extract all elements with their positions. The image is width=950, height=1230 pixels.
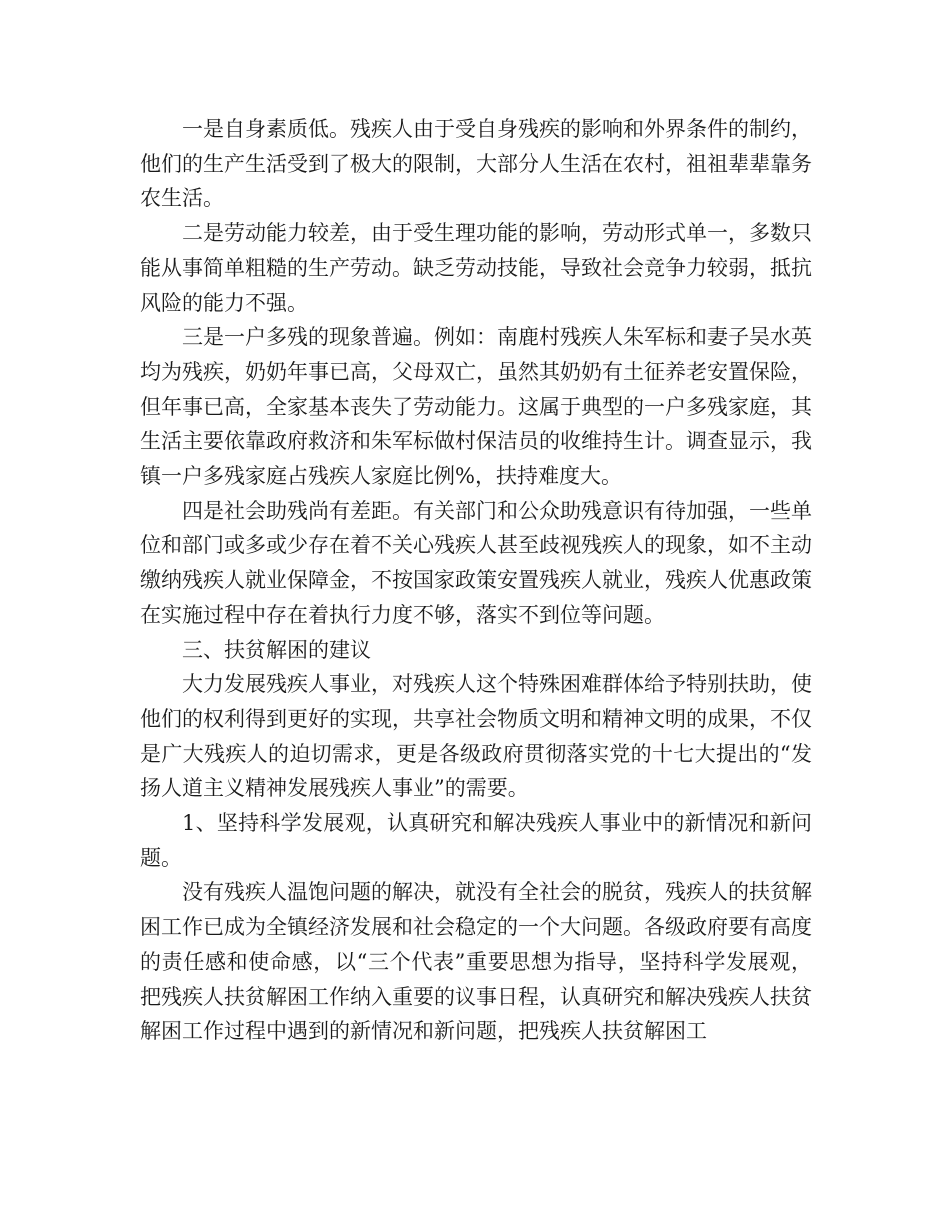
- paragraph-social-assistance-gap: 四是社会助残尚有差距。有关部门和公众助残意识有待加强，一些单位和部门或多或少存在着不关心残疾人甚至歧视残疾人的现象，如不主动缴纳残疾人就业保障金，不按国家政策安置残疾人就业，残疾人优惠政策在实施过程中存在着执行力度不够，落实不到位等问题。: [140, 498, 812, 627]
- document-body: [140, 112, 812, 1049]
- paragraph-multi-disabled-households: 三是一户多残的现象普遍。例如：南鹿村残疾人朱军标和妻子吴水英均为残疾，奶奶年事已高，父母双亡，虽然其奶奶有土征养老安置保险，但年事已高，全家基本丧失了劳动能力。这属于典型的一户多残家庭，其生活主要依靠政府救济和朱军标做村保洁员的收维持生计。调查显示，我镇一户多残家庭占残疾人家庭比例%，扶持难度大。: [140, 325, 812, 489]
- section-heading-suggestions: 三、扶贫解困的建议: [182, 637, 371, 662]
- paragraph-develop-disability-cause: 大力发展残疾人事业，对残疾人这个特殊困难群体给予特别扶助，使他们的权利得到更好的实现，共享社会物质文明和精神文明的成果，不仅是广大残疾人的迫切需求，更是各级政府贯彻落实党的十七大提出的“发扬人道主义精神发展残疾人事业”的需要。: [140, 672, 812, 801]
- paragraph-poverty-relief-work: 没有残疾人温饱问题的解决，就没有全社会的脱贫，残疾人的扶贫解困工作已成为全镇经济发展和社会稳定的一个大问题。各级政府要有高度的责任感和使命感，以“三个代表”重要思想为指导，坚持科学发展观，把残疾人扶贫解困工作纳入重要的议事日程，认真研究和解决残疾人扶贫解困工作过程中遇到的新情况和新问题，把残疾人扶贫解困工: [140, 880, 812, 1044]
- paragraph-poor-labor-ability: 二是劳动能力较差，由于受生理功能的影响，劳动形式单一，多数只能从事简单粗糙的生产劳动。缺乏劳动技能，导致社会竞争力较弱，抵抗风险的能力不强。: [140, 221, 812, 315]
- subheading-scientific-development: 1、坚持科学发展观，认真研究和解决残疾人事业中的新情况和新问题。: [140, 811, 812, 870]
- paragraph-low-quality: 一是自身素质低。残疾人由于受自身残疾的影响和外界条件的制约，他们的生产生活受到了极大的限制，大部分人生活在农村，祖祖辈辈靠务农生活。: [140, 117, 812, 211]
